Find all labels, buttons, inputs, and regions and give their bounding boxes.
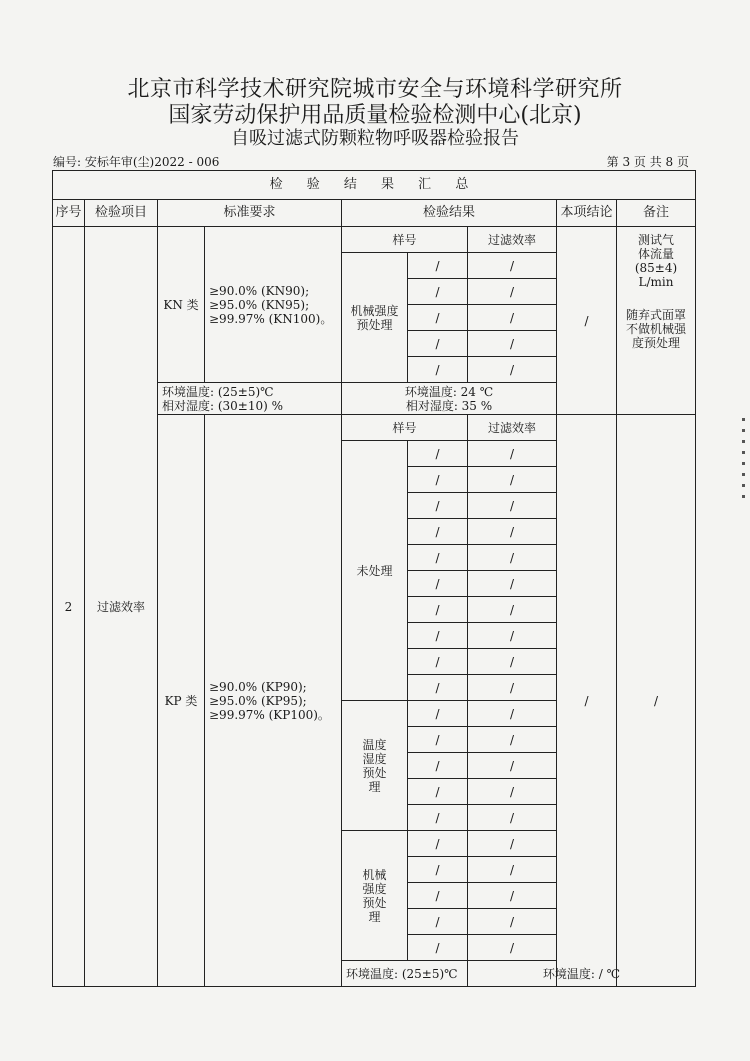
institute-name: 北京市科学技术研究院城市安全与环境科学研究所	[127, 77, 623, 102]
kp-sample-cell: /	[408, 779, 468, 805]
kn-pretreatment-label: 机械强度预处理	[342, 253, 408, 383]
col-header-result: 检验结果	[342, 200, 557, 227]
col-header-no: 序号	[53, 200, 85, 227]
kn-category: KN 类	[158, 227, 205, 383]
kp-remark: /	[617, 415, 696, 987]
kp-sample-cell: /	[408, 909, 468, 935]
kp-efficiency-cell: /	[468, 519, 557, 545]
kp-untreated-label: 未处理	[342, 441, 408, 701]
col-header-item: 检验项目	[85, 200, 158, 227]
kn-conclusion: /	[557, 227, 617, 415]
kp-sample-cell: /	[408, 701, 468, 727]
kn-efficiency-cell: /	[468, 253, 557, 279]
kp-sample-cell: /	[408, 441, 468, 467]
kp-requirements: ≥90.0% (KP90); ≥95.0% (KP95); ≥99.97% (KP100)。	[205, 415, 342, 987]
kn-sample-cell: /	[408, 331, 468, 357]
center-name: 国家劳动保护用品质量检验检测中心(北京)	[168, 103, 582, 128]
kp-sample-cell: /	[408, 753, 468, 779]
kp-efficiency-cell: /	[468, 649, 557, 675]
kp-efficiency-cell: /	[468, 545, 557, 571]
kp-mechanical-label: 机械强度预处理	[342, 831, 408, 961]
kp-sample-cell: /	[408, 883, 468, 909]
kn-sample-header: 样号	[342, 227, 468, 253]
kp-sample-cell: /	[408, 493, 468, 519]
kp-efficiency-cell: /	[468, 753, 557, 779]
kp-efficiency-cell: /	[468, 883, 557, 909]
kp-efficiency-cell: /	[468, 675, 557, 701]
report-serial-number: 编号: 安标年审(尘)2022 - 006	[53, 155, 220, 169]
kp-sample-cell: /	[408, 935, 468, 961]
row-number: 2	[53, 227, 85, 987]
kp-env-result: 环境温度: / ℃	[468, 961, 696, 987]
kp-temp-humidity-label: 温度湿度预处理	[342, 701, 408, 831]
kp-sample-cell: /	[408, 597, 468, 623]
kn-sample-cell: /	[408, 279, 468, 305]
kp-efficiency-cell: /	[468, 597, 557, 623]
kp-efficiency-cell: /	[468, 623, 557, 649]
kp-conclusion: /	[557, 415, 617, 987]
kp-efficiency-cell: /	[468, 831, 557, 857]
kp-category: KP 类	[158, 415, 205, 987]
kp-sample-cell: /	[408, 831, 468, 857]
page-indicator: 第 3 页 共 8 页	[606, 155, 689, 169]
kp-efficiency-cell: /	[468, 909, 557, 935]
kn-efficiency-cell: /	[468, 279, 557, 305]
kn-sample-cell: /	[408, 253, 468, 279]
kp-env-requirement: 环境温度: (25±5)℃	[342, 961, 468, 987]
kp-efficiency-cell: /	[468, 701, 557, 727]
kp-efficiency-cell: /	[468, 779, 557, 805]
kn-sample-cell: /	[408, 305, 468, 331]
kn-efficiency-header: 过滤效率	[468, 227, 557, 253]
kp-sample-header: 样号	[342, 415, 468, 441]
item-name: 过滤效率	[85, 227, 158, 987]
kp-efficiency-cell: /	[468, 493, 557, 519]
kp-efficiency-cell: /	[468, 441, 557, 467]
kp-sample-cell: /	[408, 649, 468, 675]
kp-sample-cell: /	[408, 805, 468, 831]
results-table	[52, 170, 696, 987]
kp-sample-cell: /	[408, 623, 468, 649]
kp-sample-cell: /	[408, 545, 468, 571]
kp-efficiency-cell: /	[468, 727, 557, 753]
kp-efficiency-header: 过滤效率	[468, 415, 557, 441]
kn-efficiency-cell: /	[468, 305, 557, 331]
col-header-conclusion: 本项结论	[557, 200, 617, 227]
kp-sample-cell: /	[408, 857, 468, 883]
kp-efficiency-cell: /	[468, 857, 557, 883]
kp-efficiency-cell: /	[468, 935, 557, 961]
kn-env-result: 环境温度: 24 ℃ 相对湿度: 35 %	[342, 383, 557, 415]
kn-efficiency-cell: /	[468, 331, 557, 357]
col-header-standard: 标准要求	[158, 200, 342, 227]
kp-sample-cell: /	[408, 519, 468, 545]
kn-requirements: ≥90.0% (KN90); ≥95.0% (KN95); ≥99.97% (KN100)。	[205, 227, 342, 383]
binding-stitch-marks	[742, 410, 748, 530]
kn-sample-cell: /	[408, 357, 468, 383]
kn-efficiency-cell: /	[468, 357, 557, 383]
report-title: 自吸过滤式防颗粒物呼吸器检验报告	[231, 128, 519, 149]
kn-env-requirement: 环境温度: (25±5)℃ 相对湿度: (30±10) %	[158, 383, 342, 415]
kn-remarks: 测试气 体流量 (85±4) L/min 随弃式面罩 不做机械强 度预处理	[617, 227, 696, 415]
kp-sample-cell: /	[408, 571, 468, 597]
kp-sample-cell: /	[408, 675, 468, 701]
kp-sample-cell: /	[408, 467, 468, 493]
kp-efficiency-cell: /	[468, 571, 557, 597]
kp-sample-cell: /	[408, 727, 468, 753]
kp-efficiency-cell: /	[468, 467, 557, 493]
col-header-remark: 备注	[617, 200, 696, 227]
summary-heading: 检 验 结 果 汇 总	[53, 171, 696, 200]
kp-efficiency-cell: /	[468, 805, 557, 831]
